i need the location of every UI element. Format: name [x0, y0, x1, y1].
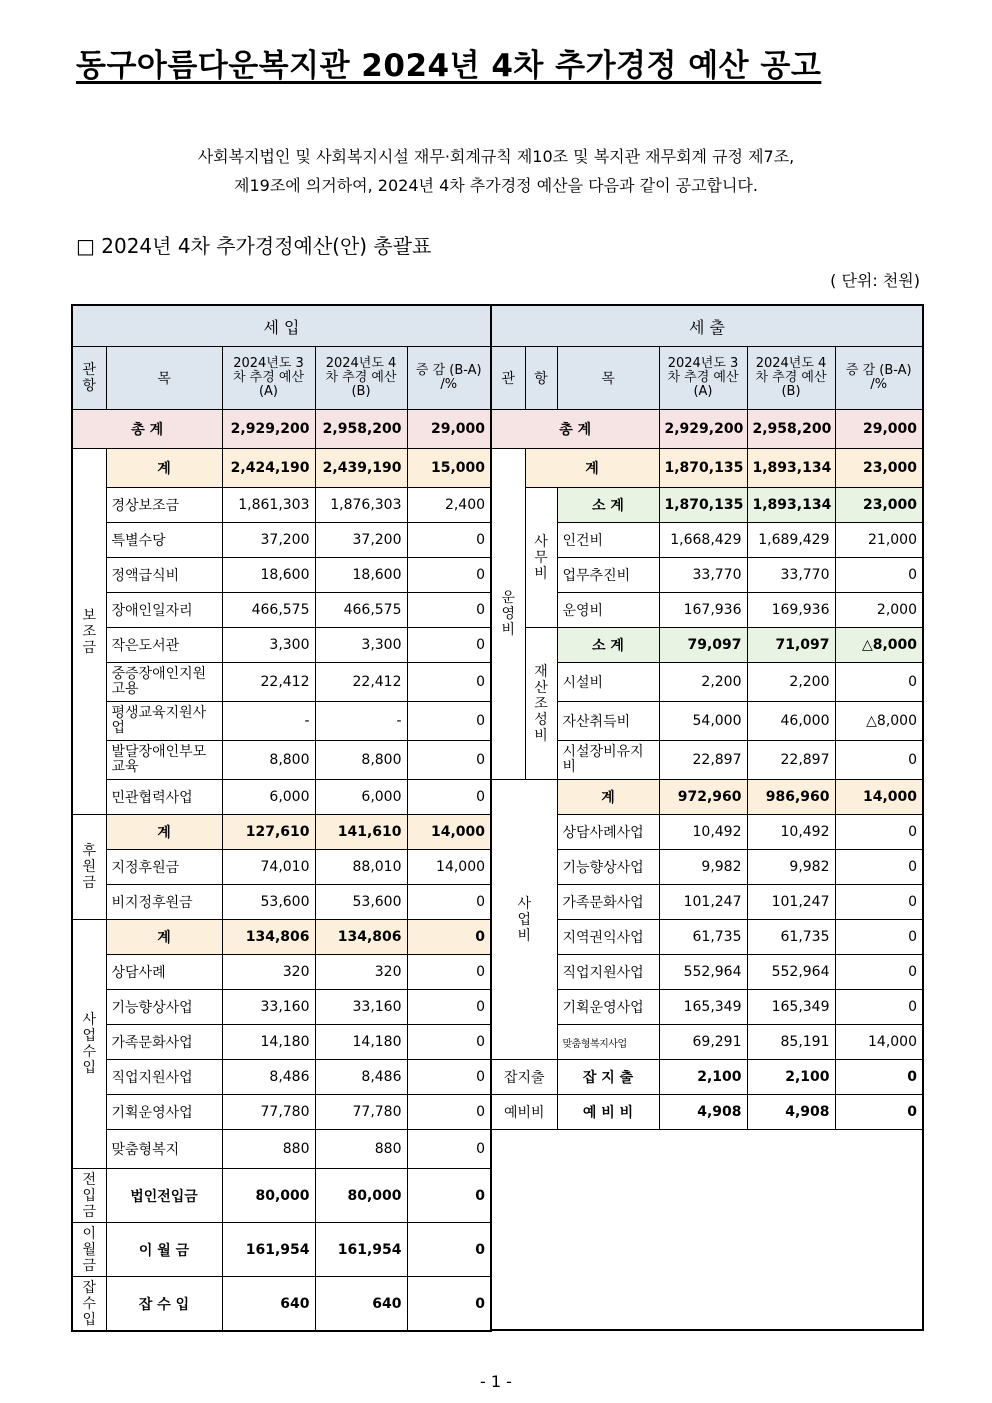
income-heading-row — [72, 305, 491, 347]
row-diff: 0 — [835, 558, 923, 593]
row-b: 71,097 — [747, 628, 835, 663]
row-label: 경상보조금 — [106, 488, 222, 523]
expense-table — [490, 304, 924, 1331]
row-b: 22,897 — [747, 741, 835, 780]
row-diff: 2,000 — [835, 593, 923, 628]
income-col-a: 2024년도 3차 추경 예산(A) — [222, 347, 315, 410]
income-business-sum-b: 134,806 — [315, 920, 407, 955]
row-diff: 14,000 — [407, 850, 491, 885]
row-diff: △8,000 — [835, 702, 923, 741]
row-b: 61,735 — [747, 920, 835, 955]
row-diff: 0 — [407, 663, 491, 702]
row-label: 운영비 — [557, 593, 659, 628]
expense-col-a: 2024년도 3차 추경 예산(A) — [659, 347, 747, 410]
income-donation-sum-b: 141,610 — [315, 815, 407, 850]
row-diff: 0 — [407, 780, 491, 815]
row-diff: 2,400 — [407, 488, 491, 523]
row-diff: 14,000 — [835, 1025, 923, 1060]
row-b: 169,936 — [747, 593, 835, 628]
row-label: 시설비 — [557, 663, 659, 702]
row-label: 기능향상사업 — [106, 990, 222, 1025]
row-diff: 0 — [835, 955, 923, 990]
income-transfer-row — [72, 1169, 491, 1223]
row-b: 640 — [315, 1277, 407, 1332]
row-a: - — [222, 702, 315, 741]
row-a: 167,936 — [659, 593, 747, 628]
row-label: 직업지원사업 — [106, 1060, 222, 1095]
row-diff: 0 — [835, 1060, 923, 1095]
row-b: 1,893,134 — [747, 488, 835, 523]
row-b: 14,180 — [315, 1025, 407, 1060]
income-total-label: 총 계 — [72, 410, 222, 449]
row-a: 1,870,135 — [659, 488, 747, 523]
expense-business-sum-diff: 14,000 — [835, 780, 923, 815]
row-a: 77,780 — [222, 1095, 315, 1130]
row-diff: 0 — [407, 702, 491, 741]
row-b: 88,010 — [315, 850, 407, 885]
income-total-row — [72, 410, 491, 449]
unit-label: ( 단위: 천원) — [830, 271, 920, 290]
row-diff: 0 — [407, 1025, 491, 1060]
income-business-sum-row — [72, 920, 491, 955]
row-label: 업무추진비 — [557, 558, 659, 593]
row-label: 직업지원사업 — [557, 955, 659, 990]
row-label: 시설장비유지비 — [557, 741, 659, 780]
expense-col-b: 2024년도 4차 추경 예산(B) — [747, 347, 835, 410]
table-row — [72, 990, 491, 1025]
row-a: 6,000 — [222, 780, 315, 815]
table-row — [72, 663, 491, 702]
row-diff: 0 — [407, 1169, 491, 1223]
expense-group-operation: 운 영 비 — [491, 449, 525, 780]
income-subsidy-sum-a: 2,424,190 — [222, 449, 315, 488]
expense-group-reserve: 예비비 — [491, 1095, 557, 1130]
row-a: 61,735 — [659, 920, 747, 955]
expense-subgroup-asset: 재 산 조 성 비 — [525, 628, 557, 780]
row-a: 69,291 — [659, 1025, 747, 1060]
row-label: 잡 지 출 — [557, 1060, 659, 1095]
income-misc-row — [72, 1277, 491, 1332]
table-row — [72, 523, 491, 558]
income-col-mok: 목 — [106, 347, 222, 410]
row-a: 8,800 — [222, 741, 315, 780]
row-b: 9,982 — [747, 850, 835, 885]
row-a: 74,010 — [222, 850, 315, 885]
row-a: 33,770 — [659, 558, 747, 593]
row-b: - — [315, 702, 407, 741]
expense-total-label: 총 계 — [491, 410, 659, 449]
row-a: 10,492 — [659, 815, 747, 850]
row-label: 지정후원금 — [106, 850, 222, 885]
expense-heading: 세 출 — [491, 305, 923, 347]
income-subsidy-sum-b: 2,439,190 — [315, 449, 407, 488]
income-total-diff: 29,000 — [407, 410, 491, 449]
row-label: 민관협력사업 — [106, 780, 222, 815]
row-label: 기획운영사업 — [557, 990, 659, 1025]
table-row — [72, 628, 491, 663]
expense-group-misc: 잡지출 — [491, 1060, 557, 1095]
row-a: 33,160 — [222, 990, 315, 1025]
income-group-carryover: 이 월 금 — [72, 1223, 106, 1277]
row-label: 작은도서관 — [106, 628, 222, 663]
row-b: 53,600 — [315, 885, 407, 920]
income-col-diff: 증 감 (B-A) /% — [407, 347, 491, 410]
income-donation-sum-a: 127,610 — [222, 815, 315, 850]
income-col-b: 2024년도 4차 추경 예산(B) — [315, 347, 407, 410]
expense-operation-sum-b: 1,893,134 — [747, 449, 835, 488]
row-b: 33,770 — [747, 558, 835, 593]
row-diff: 0 — [407, 628, 491, 663]
expense-reserve-row — [491, 1095, 923, 1130]
row-b: 77,780 — [315, 1095, 407, 1130]
row-diff: 23,000 — [835, 488, 923, 523]
row-label: 잡 수 입 — [106, 1277, 222, 1332]
row-a: 2,100 — [659, 1060, 747, 1095]
row-b: 880 — [315, 1130, 407, 1169]
income-group-misc: 잡 수 입 — [72, 1277, 106, 1332]
row-label: 가족문화사업 — [557, 885, 659, 920]
expense-blank-row — [491, 1130, 923, 1331]
row-diff: 0 — [835, 1095, 923, 1130]
row-a: 161,954 — [222, 1223, 315, 1277]
row-label: 맞춤형복지사업 — [557, 1025, 659, 1060]
expense-col-mok: 목 — [557, 347, 659, 410]
row-b: 6,000 — [315, 780, 407, 815]
row-label: 지역권익사업 — [557, 920, 659, 955]
income-group-business: 사 업 수 입 — [72, 920, 106, 1169]
row-diff: 0 — [407, 523, 491, 558]
table-row — [72, 1095, 491, 1130]
row-b: 320 — [315, 955, 407, 990]
row-b: 165,349 — [747, 990, 835, 1025]
row-label: 평생교육지원사업 — [106, 702, 222, 741]
row-a: 2,200 — [659, 663, 747, 702]
row-label: 상담사례 — [106, 955, 222, 990]
row-b: 101,247 — [747, 885, 835, 920]
income-business-sum-a: 134,806 — [222, 920, 315, 955]
table-row — [72, 702, 491, 741]
row-b: 552,964 — [747, 955, 835, 990]
expense-total-b: 2,958,200 — [747, 410, 835, 449]
income-group-donation: 후 원 금 — [72, 815, 106, 920]
row-b: 85,191 — [747, 1025, 835, 1060]
row-b: 33,160 — [315, 990, 407, 1025]
row-a: 53,600 — [222, 885, 315, 920]
row-b: 3,300 — [315, 628, 407, 663]
income-subsidy-sum-diff: 15,000 — [407, 449, 491, 488]
income-heading: 세 입 — [72, 305, 491, 347]
row-a: 37,200 — [222, 523, 315, 558]
expense-business-sum-a: 972,960 — [659, 780, 747, 815]
row-a: 466,575 — [222, 593, 315, 628]
income-donation-sum-diff: 14,000 — [407, 815, 491, 850]
expense-col-hang: 항 — [525, 347, 557, 410]
row-b: 8,486 — [315, 1060, 407, 1095]
row-diff: 0 — [835, 663, 923, 702]
table-row — [72, 780, 491, 815]
row-label: 기능향상사업 — [557, 850, 659, 885]
row-diff: 0 — [835, 920, 923, 955]
row-label: 인건비 — [557, 523, 659, 558]
row-a: 9,982 — [659, 850, 747, 885]
expense-office-sub-row — [491, 488, 923, 523]
row-label: 발달장애인부모교육 — [106, 741, 222, 780]
row-a: 640 — [222, 1277, 315, 1332]
row-diff: 0 — [835, 815, 923, 850]
expense-business-sum-b: 986,960 — [747, 780, 835, 815]
page-title: 동구아름다운복지관 2024년 4차 추가경정 예산 공고 — [76, 48, 822, 84]
table-row — [72, 558, 491, 593]
expense-operation-sum-a: 1,870,135 — [659, 449, 747, 488]
row-diff: 0 — [407, 885, 491, 920]
row-a: 4,908 — [659, 1095, 747, 1130]
row-a: 1,861,303 — [222, 488, 315, 523]
row-label: 중증장애인지원고용 — [106, 663, 222, 702]
income-donation-sum-row — [72, 815, 491, 850]
row-a: 320 — [222, 955, 315, 990]
row-diff: 0 — [407, 558, 491, 593]
table-row — [72, 741, 491, 780]
row-diff: 21,000 — [835, 523, 923, 558]
table-row — [72, 955, 491, 990]
row-label: 비지정후원금 — [106, 885, 222, 920]
row-a: 1,668,429 — [659, 523, 747, 558]
row-a: 3,300 — [222, 628, 315, 663]
expense-asset-sub-row — [491, 628, 923, 663]
row-label: 예 비 비 — [557, 1095, 659, 1130]
expense-operation-sum-row — [491, 449, 923, 488]
table-row — [72, 1025, 491, 1060]
row-diff: 0 — [407, 593, 491, 628]
expense-total-diff: 29,000 — [835, 410, 923, 449]
row-diff: 0 — [407, 1095, 491, 1130]
row-label: 이 월 금 — [106, 1223, 222, 1277]
income-group-transfer: 전 입 금 — [72, 1169, 106, 1223]
row-b: 4,908 — [747, 1095, 835, 1130]
table-row — [72, 593, 491, 628]
row-diff: 0 — [407, 1223, 491, 1277]
income-group-subsidy: 보 조 금 — [72, 449, 106, 815]
row-diff: 0 — [835, 741, 923, 780]
row-a: 14,180 — [222, 1025, 315, 1060]
row-b: 22,412 — [315, 663, 407, 702]
expense-heading-row — [491, 305, 923, 347]
row-label: 기획운영사업 — [106, 1095, 222, 1130]
row-a: 54,000 — [659, 702, 747, 741]
row-label: 법인전입금 — [106, 1169, 222, 1223]
section-heading: □ 2024년 4차 추가경정예산(안) 총괄표 — [76, 234, 432, 258]
row-a: 165,349 — [659, 990, 747, 1025]
row-b: 466,575 — [315, 593, 407, 628]
expense-blank-area — [491, 1130, 923, 1331]
page-number: - 1 - — [480, 1372, 512, 1391]
row-b: 2,100 — [747, 1060, 835, 1095]
row-b: 161,954 — [315, 1223, 407, 1277]
row-diff: 0 — [407, 1277, 491, 1332]
row-label: 상담사례사업 — [557, 815, 659, 850]
row-b: 18,600 — [315, 558, 407, 593]
row-diff: 0 — [407, 1130, 491, 1169]
expense-total-row — [491, 410, 923, 449]
row-a: 101,247 — [659, 885, 747, 920]
income-carryover-row — [72, 1223, 491, 1277]
expense-operation-sum-diff: 23,000 — [835, 449, 923, 488]
row-label: 가족문화사업 — [106, 1025, 222, 1060]
income-business-sum-diff: 0 — [407, 920, 491, 955]
intro-line-1: 사회복지법인 및 사회복지시설 재무·회계규칙 제10조 및 복지관 재무회계 규정 제7조, — [197, 147, 795, 166]
income-col-gwan-hang: 관 항 — [72, 347, 106, 410]
row-label: 자산취득비 — [557, 702, 659, 741]
expense-column-header-row — [491, 347, 923, 410]
table-row — [72, 488, 491, 523]
row-b: 1,876,303 — [315, 488, 407, 523]
row-a: 18,600 — [222, 558, 315, 593]
row-label: 장애인일자리 — [106, 593, 222, 628]
row-a: 22,412 — [222, 663, 315, 702]
table-row — [72, 1130, 491, 1169]
row-b: 1,689,429 — [747, 523, 835, 558]
row-label: 정액급식비 — [106, 558, 222, 593]
intro-text — [60, 142, 932, 200]
expense-business-sum-row — [491, 780, 923, 815]
row-diff: 0 — [407, 990, 491, 1025]
row-a: 80,000 — [222, 1169, 315, 1223]
expense-total-a: 2,929,200 — [659, 410, 747, 449]
row-diff: 0 — [407, 741, 491, 780]
income-total-a: 2,929,200 — [222, 410, 315, 449]
row-diff: 0 — [407, 955, 491, 990]
row-b: 8,800 — [315, 741, 407, 780]
row-b: 46,000 — [747, 702, 835, 741]
row-a: 880 — [222, 1130, 315, 1169]
row-label: 특별수당 — [106, 523, 222, 558]
row-a: 79,097 — [659, 628, 747, 663]
income-business-sum-label: 계 — [106, 920, 222, 955]
income-subsidy-sum-label: 계 — [106, 449, 222, 488]
row-diff: △8,000 — [835, 628, 923, 663]
expense-operation-sum-label: 계 — [525, 449, 659, 488]
table-row — [72, 1060, 491, 1095]
table-row — [72, 850, 491, 885]
expense-business-sum-label: 계 — [557, 780, 659, 815]
income-total-b: 2,958,200 — [315, 410, 407, 449]
expense-group-business: 사 업 비 — [491, 780, 557, 1060]
row-a: 8,486 — [222, 1060, 315, 1095]
expense-subgroup-office: 사 무 비 — [525, 488, 557, 628]
row-b: 2,200 — [747, 663, 835, 702]
row-b: 80,000 — [315, 1169, 407, 1223]
table-row — [72, 885, 491, 920]
expense-misc-row — [491, 1060, 923, 1095]
row-a: 22,897 — [659, 741, 747, 780]
intro-line-2: 제19조에 의거하여, 2024년 4차 추가경정 예산을 다음과 같이 공고합니다. — [234, 176, 758, 195]
row-diff: 0 — [835, 990, 923, 1025]
row-b: 37,200 — [315, 523, 407, 558]
row-a: 552,964 — [659, 955, 747, 990]
row-diff: 0 — [835, 850, 923, 885]
row-b: 10,492 — [747, 815, 835, 850]
income-donation-sum-label: 계 — [106, 815, 222, 850]
row-label: 맞춤형복지 — [106, 1130, 222, 1169]
expense-col-gwan: 관 — [491, 347, 525, 410]
income-table — [71, 304, 492, 1332]
row-diff: 0 — [835, 885, 923, 920]
income-column-header-row — [72, 347, 491, 410]
row-diff: 0 — [407, 1060, 491, 1095]
income-subsidy-sum-row — [72, 449, 491, 488]
expense-col-diff: 증 감 (B-A) /% — [835, 347, 923, 410]
row-label: 소 계 — [557, 488, 659, 523]
row-label: 소 계 — [557, 628, 659, 663]
